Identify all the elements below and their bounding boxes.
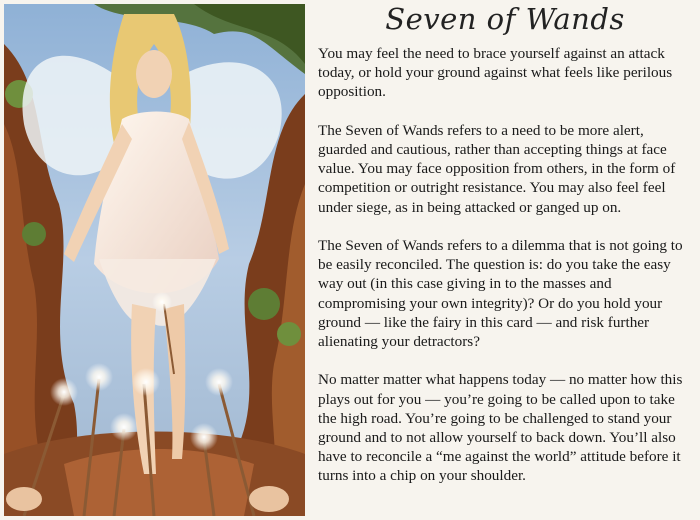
paragraph: The Seven of Wands refers to a dilemma that is not going to be easily reconciled. The question is: do you take the easy way out (in this case giving in to the masses and compromising your own integrity)? Or do you hold your ground — like the fairy in this card — and risk further alienating your detractors?	[318, 237, 683, 351]
paragraph: You may feel the need to brace yourself against an attack today, or hold your ground against what feels like perilous opposition.	[318, 45, 673, 101]
reading-text	[318, 44, 690, 505]
card-image	[4, 4, 305, 516]
fairy-card-illustration-icon	[4, 4, 305, 516]
page-title: Seven of Wands	[385, 2, 625, 36]
paragraph: No matter matter what happens today — no matter how this plays out for you — you’re going to be called upon to take the high road. You’re going to be challenged to stand your ground and to not allow yourself to back down. You’ll also have to reconcile a “me against the world” attitude before it turns into a chip on your shoulder.	[318, 371, 683, 485]
paragraph: The Seven of Wands refers to a need to be more alert, guarded and cautious, rather than accepting things at face value. You may face opposition from others, in the form of competition or outright resistance. You may also feel feel under siege, as in being attacked or ganged up on.	[318, 121, 676, 216]
